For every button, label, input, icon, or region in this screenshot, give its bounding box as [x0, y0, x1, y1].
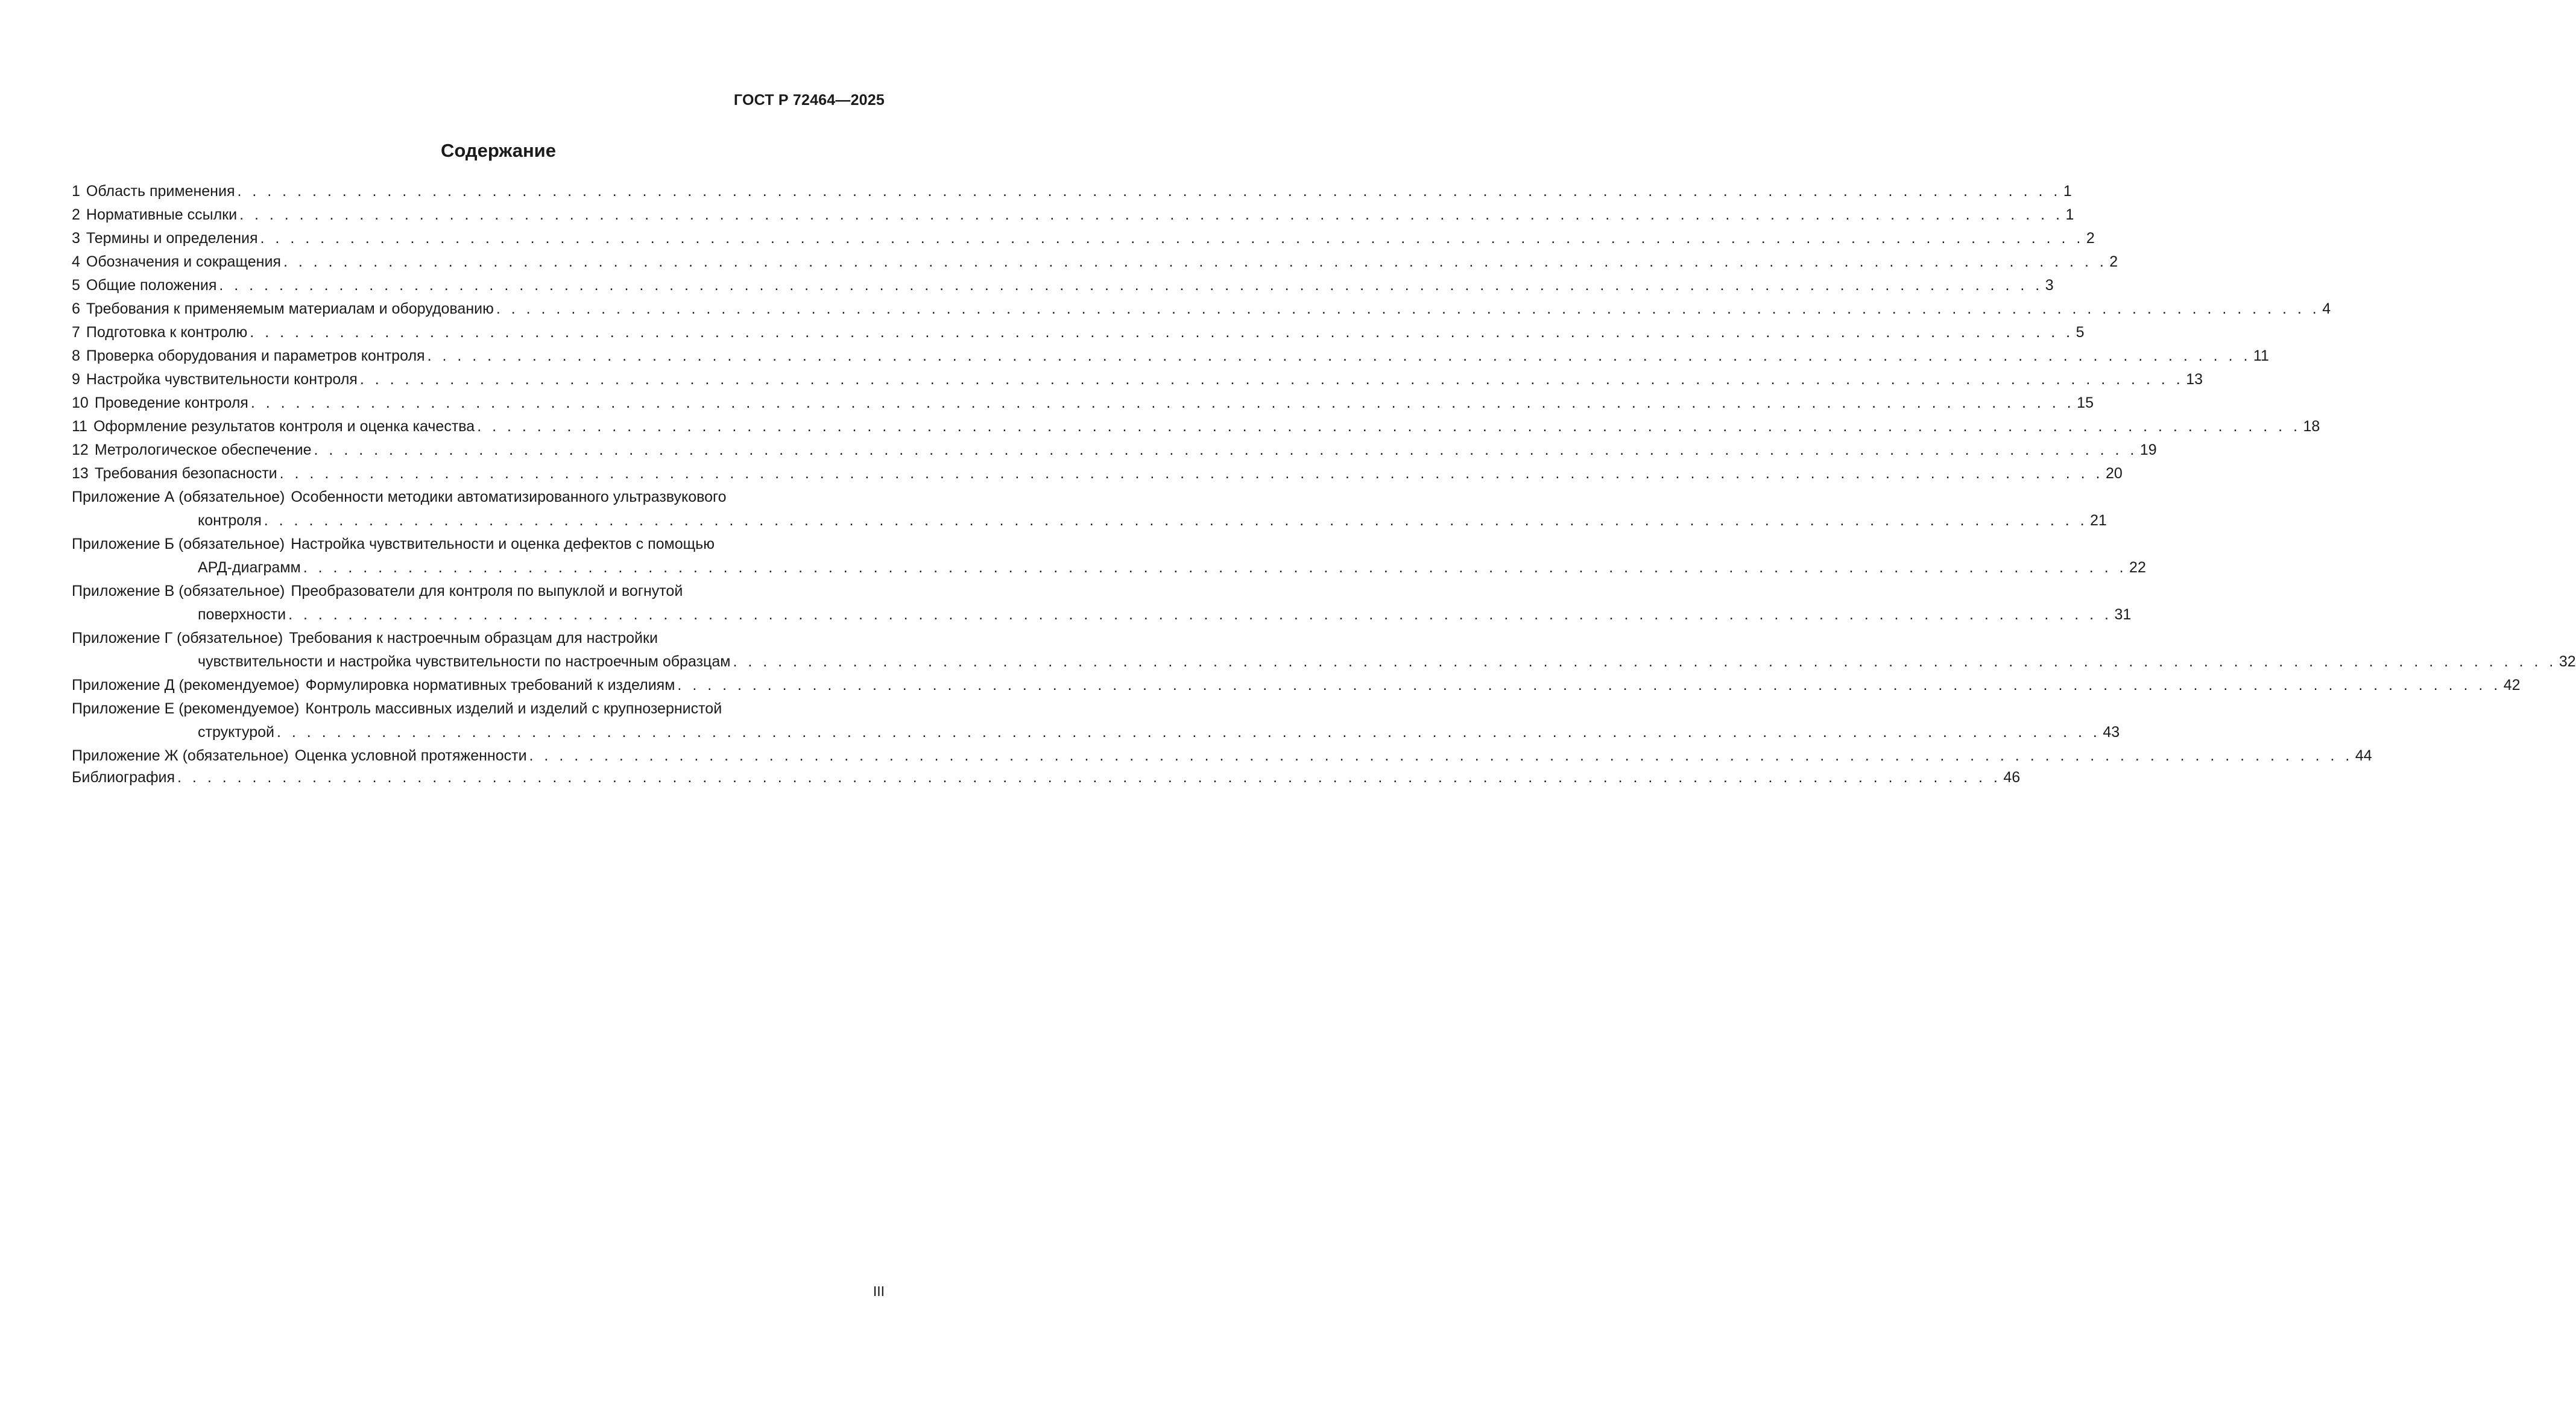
page-number: 20 [2105, 465, 2123, 482]
appendix-title-line-1: Оценка условной протяженности [294, 747, 527, 764]
dot-leader: . . . . . . . . . . . . . . . . . . . . . . . . . . . . . . . . . . . . . . . . . . . . . . . . . . . . . . . . . . . . . . . . . . . . . . . . . . . . . . . . . . . . . . . . . . . . . . . . . . . . . . . . . . . . . . . . . . . . . . . . . . [359, 371, 2184, 388]
section-number: 11 [72, 418, 87, 435]
toc-entry-section-1[interactable] [72, 180, 2072, 203]
page-number: 42 [2503, 677, 2521, 694]
appendix-label: Приложение Ж (обязательное) [72, 747, 289, 764]
toc-entry-appendix-e[interactable] [72, 697, 2120, 744]
appendix-label: Приложение А (обязательное) [72, 488, 285, 505]
section-number: 1 [72, 183, 80, 200]
section-title: Метрологическое обеспечение [94, 441, 312, 458]
toc-entry-appendix-b[interactable] [72, 533, 2146, 580]
page-number: 3 [2045, 277, 2054, 294]
toc-entry-appendix-zh[interactable] [72, 744, 2372, 768]
page-number: 15 [2077, 394, 2094, 411]
section-number: 8 [72, 347, 80, 364]
section-number: 9 [72, 371, 80, 388]
toc-entry-appendix-d[interactable] [72, 674, 2521, 697]
appendix-label: Приложение Б (обязательное) [72, 536, 285, 552]
toc-entry-appendix-g[interactable] [72, 627, 2576, 674]
page-number: 1 [2065, 206, 2074, 223]
dot-leader: . . . . . . . . . . . . . . . . . . . . . . . . . . . . . . . . . . . . . . . . . . . . . . . . . . . . . . . . . . . . . . . . . . . . . . . . . . . . . . . . . . . . . . . . . . . . . . . . . . . . . . . . . . . . . . . . . . . . . . . . . . [677, 677, 2501, 694]
section-number: 3 [72, 230, 80, 247]
page-number: 46 [2003, 769, 2021, 786]
dot-leader: . . . . . . . . . . . . . . . . . . . . . . . . . . . . . . . . . . . . . . . . . . . . . . . . . . . . . . . . . . . . . . . . . . . . . . . . . . . . . . . . . . . . . . . . . . . . . . . . . . . . . . . . . . . . . . . . . . . . . . . . . . [219, 277, 2043, 294]
appendix-label: Приложение В (обязательное) [72, 583, 285, 599]
appendix-title-line-1: Настройка чувствительности и оценка дефектов с помощью [291, 536, 715, 552]
page-title: Содержание [441, 140, 556, 161]
dot-leader: . . . . . . . . . . . . . . . . . . . . . . . . . . . . . . . . . . . . . . . . . . . . . . . . . . . . . . . . . . . . . . . . . . . . . . . . . . . . . . . . . . . . . . . . . . . . . . . . . . . . . . . . . . . . . . . . . . . . . . . . . . [529, 747, 2353, 764]
section-title: Требования безопасности [94, 465, 277, 482]
section-title: Оформление результатов контроля и оценка качества [93, 418, 475, 435]
page-number: 11 [2253, 347, 2269, 364]
toc-entry-section-3[interactable] [72, 227, 2095, 250]
dot-leader: . . . . . . . . . . . . . . . . . . . . . . . . . . . . . . . . . . . . . . . . . . . . . . . . . . . . . . . . . . . . . . . . . . . . . . . . . . . . . . . . . . . . . . . . . . . . . . . . . . . . . . . . . . . . . . . . . . . . . . . . . . [239, 206, 2063, 223]
section-title: Обозначения и сокращения [86, 253, 281, 270]
dot-leader: . . . . . . . . . . . . . . . . . . . . . . . . . . . . . . . . . . . . . . . . . . . . . . . . . . . . . . . . . . . . . . . . . . . . . . . . . . . . . . . . . . . . . . . . . . . . . . . . . . . . . . . . . . . . . . . . . . . . . . . . . . [177, 769, 2001, 786]
dot-leader: . . . . . . . . . . . . . . . . . . . . . . . . . . . . . . . . . . . . . . . . . . . . . . . . . . . . . . . . . . . . . . . . . . . . . . . . . . . . . . . . . . . . . . . . . . . . . . . . . . . . . . . . . . . . . . . . . . . . . . . . . . [250, 324, 2074, 341]
page-number: 13 [2186, 371, 2203, 388]
toc-entry-section-4[interactable] [72, 250, 2118, 274]
appendix-title-line-2: АРД-диаграмм [198, 559, 301, 576]
page-number: 18 [2303, 418, 2320, 435]
page-number: 43 [2103, 724, 2120, 741]
appendix-title-line-2: структурой [198, 724, 275, 741]
dot-leader: . . . . . . . . . . . . . . . . . . . . . . . . . . . . . . . . . . . . . . . . . . . . . . . . . . . . . . . . . . . . . . . . . . . . . . . . . . . . . . . . . . . . . . . . . . . . . . . . . . . . . . . . . . . . . . . . . . . . . . . . . . [260, 230, 2084, 247]
dot-leader: . . . . . . . . . . . . . . . . . . . . . . . . . . . . . . . . . . . . . . . . . . . . . . . . . . . . . . . . . . . . . . . . . . . . . . . . . . . . . . . . . . . . . . . . . . . . . . . . . . . . . . . . . . . . . . . . . . . . . . . . . . [277, 724, 2101, 741]
appendix-label: Приложение Е (рекомендуемое) [72, 700, 300, 717]
appendix-label: Приложение Д (рекомендуемое) [72, 677, 300, 694]
section-number: 13 [72, 465, 89, 482]
page-number: 4 [2322, 300, 2331, 317]
appendix-title-line-2: контроля [198, 512, 262, 529]
dot-leader: . . . . . . . . . . . . . . . . . . . . . . . . . . . . . . . . . . . . . . . . . . . . . . . . . . . . . . . . . . . . . . . . . . . . . . . . . . . . . . . . . . . . . . . . . . . . . . . . . . . . . . . . . . . . . . . . . . . . . . . . . . [427, 347, 2251, 364]
dot-leader: . . . . . . . . . . . . . . . . . . . . . . . . . . . . . . . . . . . . . . . . . . . . . . . . . . . . . . . . . . . . . . . . . . . . . . . . . . . . . . . . . . . . . . . . . . . . . . . . . . . . . . . . . . . . . . . . . . . . . . . . . . [283, 253, 2107, 270]
section-number: 4 [72, 253, 80, 270]
toc-entry-appendix-a[interactable] [72, 485, 2107, 533]
bibliography-title: Библиография [72, 769, 175, 786]
dot-leader: . . . . . . . . . . . . . . . . . . . . . . . . . . . . . . . . . . . . . . . . . . . . . . . . . . . . . . . . . . . . . . . . . . . . . . . . . . . . . . . . . . . . . . . . . . . . . . . . . . . . . . . . . . . . . . . . . . . . . . . . . . [279, 465, 2103, 482]
section-number: 5 [72, 277, 80, 294]
toc-entry-section-7[interactable] [72, 321, 2085, 344]
section-title: Область применения [86, 183, 235, 200]
page-number: 31 [2114, 606, 2132, 623]
page-number: 5 [2076, 324, 2085, 341]
toc-entry-section-11[interactable] [72, 415, 2320, 438]
section-title: Проведение контроля [94, 394, 248, 411]
section-number: 2 [72, 206, 80, 223]
dot-leader: . . . . . . . . . . . . . . . . . . . . . . . . . . . . . . . . . . . . . . . . . . . . . . . . . . . . . . . . . . . . . . . . . . . . . . . . . . . . . . . . . . . . . . . . . . . . . . . . . . . . . . . . . . . . . . . . . . . . . . . . . . [237, 183, 2061, 200]
dot-leader: . . . . . . . . . . . . . . . . . . . . . . . . . . . . . . . . . . . . . . . . . . . . . . . . . . . . . . . . . . . . . . . . . . . . . . . . . . . . . . . . . . . . . . . . . . . . . . . . . . . . . . . . . . . . . . . . . . . . . . . . . . [496, 300, 2320, 317]
section-title: Нормативные ссылки [86, 206, 238, 223]
table-of-contents [72, 180, 2576, 788]
page-number: 44 [2355, 747, 2372, 764]
section-title: Требования к применяемым материалам и оборудованию [86, 300, 494, 317]
section-title: Настройка чувствительности контроля [86, 371, 358, 388]
dot-leader: . . . . . . . . . . . . . . . . . . . . . . . . . . . . . . . . . . . . . . . . . . . . . . . . . . . . . . . . . . . . . . . . . . . . . . . . . . . . . . . . . . . . . . . . . . . . . . . . . . . . . . . . . . . . . . . . . . . . . . . . . . [477, 418, 2301, 435]
appendix-label: Приложение Г (обязательное) [72, 630, 283, 647]
page-number: 32 [2559, 653, 2576, 670]
page-number: 2 [2086, 230, 2095, 247]
section-number: 12 [72, 441, 89, 458]
appendix-title-line-1: Особенности методики автоматизированного ультразвукового [291, 488, 727, 505]
page-number: 22 [2129, 559, 2146, 576]
footer-page-number: III [873, 1283, 885, 1299]
appendix-title-line-1: Контроль массивных изделий и изделий с крупнозернистой [305, 700, 722, 717]
section-title: Общие положения [86, 277, 217, 294]
section-title: Проверка оборудования и параметров контроля [86, 347, 425, 364]
dot-leader: . . . . . . . . . . . . . . . . . . . . . . . . . . . . . . . . . . . . . . . . . . . . . . . . . . . . . . . . . . . . . . . . . . . . . . . . . . . . . . . . . . . . . . . . . . . . . . . . . . . . . . . . . . . . . . . . . . . . . . . . . . [314, 441, 2138, 458]
page-number: 2 [2109, 253, 2118, 270]
toc-entry-section-6[interactable] [72, 297, 2331, 321]
toc-entry-section-2[interactable] [72, 203, 2074, 227]
appendix-title-line-1: Формулировка нормативных требований к изделиям [305, 677, 675, 694]
dot-leader: . . . . . . . . . . . . . . . . . . . . . . . . . . . . . . . . . . . . . . . . . . . . . . . . . . . . . . . . . . . . . . . . . . . . . . . . . . . . . . . . . . . . . . . . . . . . . . . . . . . . . . . . . . . . . . . . . . . . . . . . . . [303, 559, 2127, 576]
page-number: 19 [2139, 441, 2157, 458]
toc-entry-section-9[interactable] [72, 368, 2203, 391]
toc-entry-section-8[interactable] [72, 344, 2269, 368]
toc-entry-section-13[interactable] [72, 462, 2123, 485]
dot-leader: . . . . . . . . . . . . . . . . . . . . . . . . . . . . . . . . . . . . . . . . . . . . . . . . . . . . . . . . . . . . . . . . . . . . . . . . . . . . . . . . . . . . . . . . . . . . . . . . . . . . . . . . . . . . . . . . . . . . . . . . . . [733, 653, 2557, 670]
section-number: 7 [72, 324, 80, 341]
section-number: 6 [72, 300, 80, 317]
appendix-title-line-1: Преобразователи для контроля по выпуклой и вогнутой [291, 583, 683, 599]
dot-leader: . . . . . . . . . . . . . . . . . . . . . . . . . . . . . . . . . . . . . . . . . . . . . . . . . . . . . . . . . . . . . . . . . . . . . . . . . . . . . . . . . . . . . . . . . . . . . . . . . . . . . . . . . . . . . . . . . . . . . . . . . . [264, 512, 2088, 529]
toc-entry-section-12[interactable] [72, 438, 2157, 462]
dot-leader: . . . . . . . . . . . . . . . . . . . . . . . . . . . . . . . . . . . . . . . . . . . . . . . . . . . . . . . . . . . . . . . . . . . . . . . . . . . . . . . . . . . . . . . . . . . . . . . . . . . . . . . . . . . . . . . . . . . . . . . . . . [250, 394, 2075, 411]
section-title: Термины и определения [86, 230, 258, 247]
section-title: Подготовка к контролю [86, 324, 248, 341]
dot-leader: . . . . . . . . . . . . . . . . . . . . . . . . . . . . . . . . . . . . . . . . . . . . . . . . . . . . . . . . . . . . . . . . . . . . . . . . . . . . . . . . . . . . . . . . . . . . . . . . . . . . . . . . . . . . . . . . . . . . . . . . . . [288, 606, 2112, 623]
toc-entry-section-5[interactable] [72, 274, 2054, 297]
appendix-title-line-1: Требования к настроечным образцам для настройки [289, 630, 658, 647]
page-number: 1 [2063, 183, 2072, 200]
section-number: 10 [72, 394, 89, 411]
appendix-title-line-2: поверхности [198, 606, 286, 623]
toc-entry-bibliography[interactable] [72, 768, 2021, 788]
page-number: 21 [2090, 512, 2107, 529]
document-code: ГОСТ Р 72464—2025 [733, 92, 885, 109]
toc-entry-appendix-v[interactable] [72, 580, 2132, 627]
toc-entry-section-10[interactable] [72, 391, 2094, 415]
appendix-title-line-2: чувствительности и настройка чувствительности по настроечным образцам [198, 653, 731, 670]
